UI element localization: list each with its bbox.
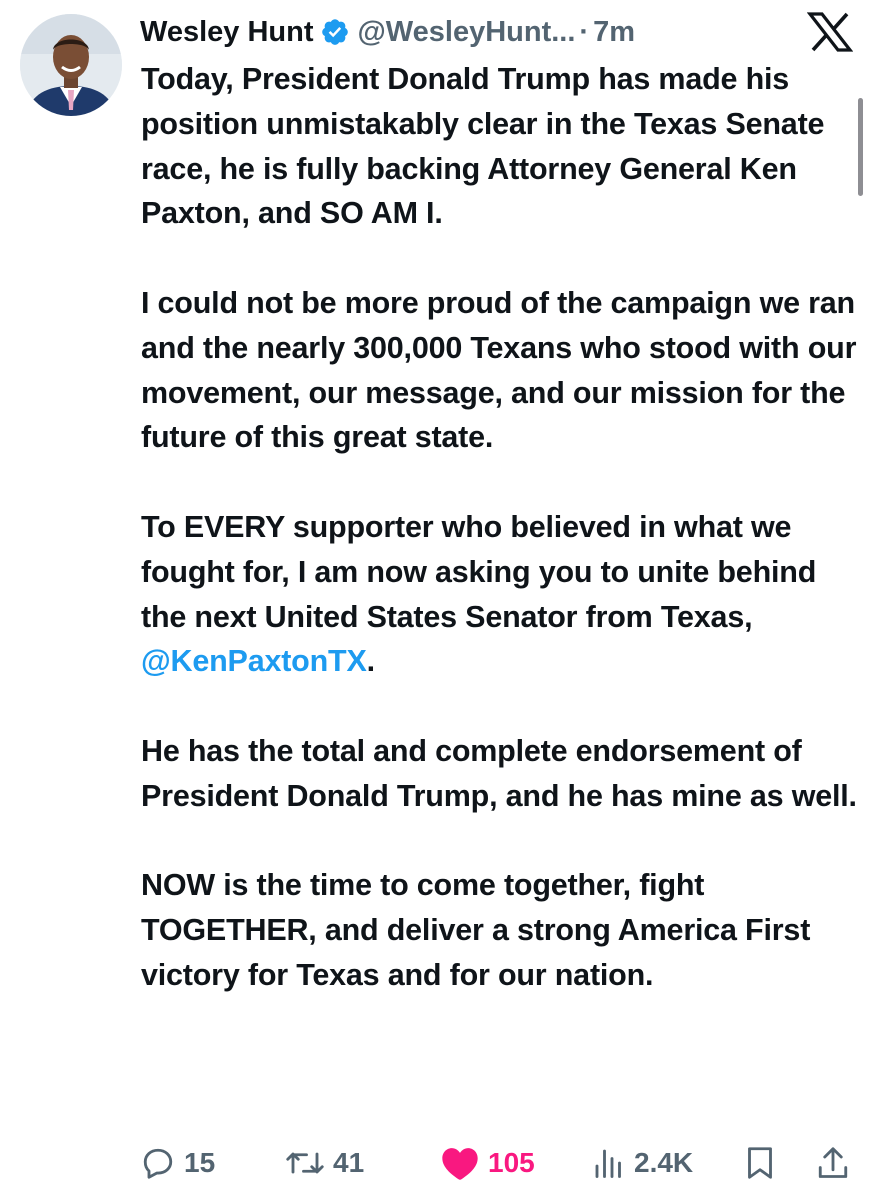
action-bar <box>140 1140 865 1186</box>
avatar[interactable] <box>20 14 122 116</box>
author-handle[interactable]: @WesleyHunt... <box>357 15 576 48</box>
share-icon <box>816 1145 850 1181</box>
post-paragraph <box>141 505 861 684</box>
bookmark-icon <box>743 1145 777 1181</box>
post-text <box>141 57 861 998</box>
post-timestamp[interactable]: 7m <box>593 15 636 48</box>
reply-count: 15 <box>184 1147 216 1178</box>
repost-button[interactable] <box>285 1140 364 1186</box>
views-button[interactable] <box>592 1140 693 1186</box>
like-count: 105 <box>488 1147 535 1178</box>
share-button[interactable] <box>816 1140 850 1186</box>
heart-icon <box>440 1145 480 1181</box>
post-paragraph: He has the total and complete endorsement of President Donald Trump, and he has mine as well. <box>141 733 857 813</box>
x-logo-icon[interactable] <box>807 12 853 52</box>
views-icon <box>592 1145 626 1181</box>
verified-badge-icon[interactable] <box>320 17 350 47</box>
reply-button[interactable] <box>140 1140 215 1186</box>
like-button[interactable] <box>440 1140 535 1186</box>
repost-icon <box>285 1145 325 1181</box>
post-header <box>140 12 635 52</box>
post-paragraph: NOW is the time to come together, fight TOGETHER, and deliver a strong America First victory for Texas and for our nation. <box>141 868 811 992</box>
views-count: 2.4K <box>634 1147 694 1178</box>
separator-dot: · <box>579 15 590 48</box>
author-name[interactable]: Wesley Hunt <box>140 15 314 48</box>
repost-count: 41 <box>333 1147 365 1178</box>
post-paragraph: I could not be more proud of the campaign we ran and the nearly 300,000 Texans who stood with our movement, our message, and our mission for the future of this great state. <box>141 285 857 455</box>
paragraph-text: To EVERY supporter who believed in what we fought for, I am now asking you to unite behind the next United States Senator from Texas, <box>141 509 817 634</box>
mention-link[interactable]: @KenPaxtonTX <box>141 644 367 679</box>
bookmark-button[interactable] <box>743 1140 777 1186</box>
paragraph-end: . <box>366 644 375 679</box>
post-paragraph: Today, President Donald Trump has made his position unmistakably clear in the Texas Senate race, he is fully backing Attorney General Ken Paxton, and SO AM I. <box>141 62 825 231</box>
reply-icon <box>140 1145 176 1181</box>
